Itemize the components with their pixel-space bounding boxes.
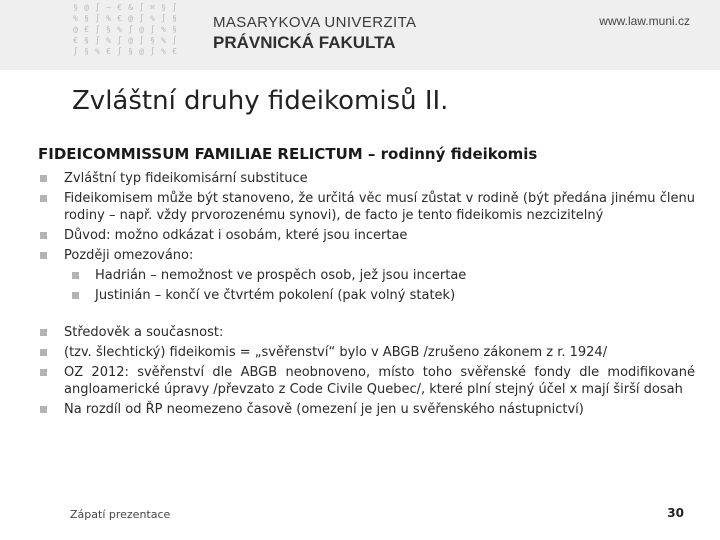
- logo-glyph: ∫: [139, 36, 144, 45]
- square-bullet-icon: [40, 369, 47, 376]
- bullet-item: [40, 324, 695, 341]
- logo-glyph: §: [150, 36, 155, 45]
- university-name: MASARYKOVA UNIVERZITA: [213, 14, 417, 31]
- logo-glyph: %: [106, 36, 111, 45]
- bullet-text: Zvláštní typ fideikomisární substituce: [64, 171, 308, 186]
- logo-glyph: §: [172, 14, 177, 23]
- logo-glyph: §: [172, 25, 177, 34]
- square-bullet-icon: [40, 406, 47, 413]
- bullet-text: (tzv. šlechtický) fideikomis = „svěřenství“ bylo v ABGB /zrušeno zákonem z r. 1924/: [64, 345, 608, 360]
- logo-glyph: %: [161, 47, 166, 56]
- square-bullet-icon: [40, 252, 47, 259]
- bullet-item: [40, 401, 695, 418]
- logo-glyph: ∫: [95, 36, 100, 45]
- logo-glyph: €: [172, 47, 177, 56]
- logo-glyph: %: [95, 47, 100, 56]
- logo-glyph: ∫: [95, 3, 100, 12]
- slide-title: Zvláštní druhy fideikomisů II.: [72, 86, 449, 116]
- logo-glyph: ∫: [95, 25, 100, 34]
- slide-subtitle: FIDEICOMMISSUM FAMILIAE RELICTUM – rodinný fideikomis: [38, 145, 538, 163]
- logo-glyph: €: [117, 3, 122, 12]
- bullet-item: [40, 227, 695, 244]
- logo-glyph: %: [150, 14, 155, 23]
- logo-glyph: @: [128, 36, 133, 45]
- bullet-item: [40, 344, 695, 361]
- sub-bullet-text: Justinián – končí ve čtvrtém pokolení (pak volný statek): [95, 288, 456, 303]
- logo-glyph: %: [106, 14, 111, 23]
- bullet-item: [40, 247, 695, 264]
- logo-glyph: %: [117, 25, 122, 34]
- logo-glyph: €: [73, 36, 78, 45]
- logo-glyph: ∫: [150, 25, 155, 34]
- logo-glyph: %: [161, 36, 166, 45]
- logo-glyph: @: [139, 25, 144, 34]
- logo-glyph: €: [106, 47, 111, 56]
- faculty-name: PRÁVNICKÁ FAKULTA: [213, 33, 396, 52]
- logo-glyph: ∫: [117, 47, 122, 56]
- header-band: [0, 0, 720, 70]
- square-bullet-icon: [40, 232, 47, 239]
- logo-glyph: ~: [106, 3, 111, 12]
- logo-glyph: §: [128, 47, 133, 56]
- bullet-text: Na rozdíl od ŘP neomezeno časově (omezení je jen u svěřenského nástupnictví): [64, 402, 584, 417]
- logo-glyph: %: [161, 25, 166, 34]
- logo-glyph: §: [84, 47, 89, 56]
- square-bullet-icon: [72, 272, 79, 279]
- logo-glyph: ∫: [95, 14, 100, 23]
- logo-glyph: %: [73, 14, 78, 23]
- logo-glyph: ∫: [172, 3, 177, 12]
- bullet-text: OZ 2012: svěřenství dle ABGB neobnoveno, místo toho svěřenské fondy dle modifikované angloamerické úpravy /převzato z Code Civile Quebec/, které plní stejný účel x mají širší dosah: [64, 365, 695, 397]
- list-spacer: [40, 304, 695, 324]
- square-bullet-icon: [40, 175, 47, 182]
- bullet-item: [40, 190, 695, 224]
- square-bullet-icon: [40, 195, 47, 202]
- logo-glyph: §: [84, 36, 89, 45]
- sub-bullet-item: [40, 267, 695, 284]
- logo-glyph: §: [161, 3, 166, 12]
- logo-glyph: ∫: [139, 14, 144, 23]
- logo-glyph: €: [117, 14, 122, 23]
- logo-glyph: ∫: [161, 14, 166, 23]
- logo-glyph: @: [128, 14, 133, 23]
- logo-glyph: ∫: [73, 47, 78, 56]
- bullet-text: Středověk a současnost:: [64, 325, 224, 340]
- university-logo-pattern: [70, 2, 180, 57]
- logo-glyph: ∫: [117, 36, 122, 45]
- logo-glyph: @: [84, 3, 89, 12]
- bullet-item: [40, 170, 695, 187]
- bullet-text: Důvod: možno odkázat i osobám, které jsou incertae: [64, 228, 408, 243]
- logo-glyph: ∫: [172, 36, 177, 45]
- logo-glyph: ⌘: [150, 3, 155, 12]
- bullet-item: [40, 364, 695, 398]
- logo-glyph: §: [84, 14, 89, 23]
- square-bullet-icon: [72, 292, 79, 299]
- sub-bullet-text: Hadrián – nemožnost ve prospěch osob, jež jsou incertae: [95, 268, 467, 283]
- bullet-text: Později omezováno:: [64, 248, 194, 263]
- bullet-list: [40, 170, 695, 418]
- logo-glyph: @: [139, 47, 144, 56]
- website-url[interactable]: www.law.muni.cz: [599, 14, 690, 28]
- sub-bullet-item: [40, 287, 695, 304]
- logo-glyph: §: [106, 25, 111, 34]
- logo-glyph: ∫: [150, 47, 155, 56]
- logo-glyph: §: [73, 3, 78, 12]
- bullet-text: Fideikomisem může být stanoveno, že určitá věc musí zůstat v rodině (být předána jinému členu rodiny – např. vždy prvorozenému synovi), de facto je tento fideikomis nezcizitelný: [64, 191, 695, 223]
- logo-glyph: @: [73, 25, 78, 34]
- square-bullet-icon: [40, 329, 47, 336]
- page-number: 30: [667, 506, 684, 520]
- square-bullet-icon: [40, 349, 47, 356]
- logo-glyph: ∫: [128, 25, 133, 34]
- logo-glyph: ∫: [139, 3, 144, 12]
- logo-glyph: &: [128, 3, 133, 12]
- logo-glyph: €: [84, 25, 89, 34]
- footer-text: Zápatí prezentace: [70, 508, 171, 521]
